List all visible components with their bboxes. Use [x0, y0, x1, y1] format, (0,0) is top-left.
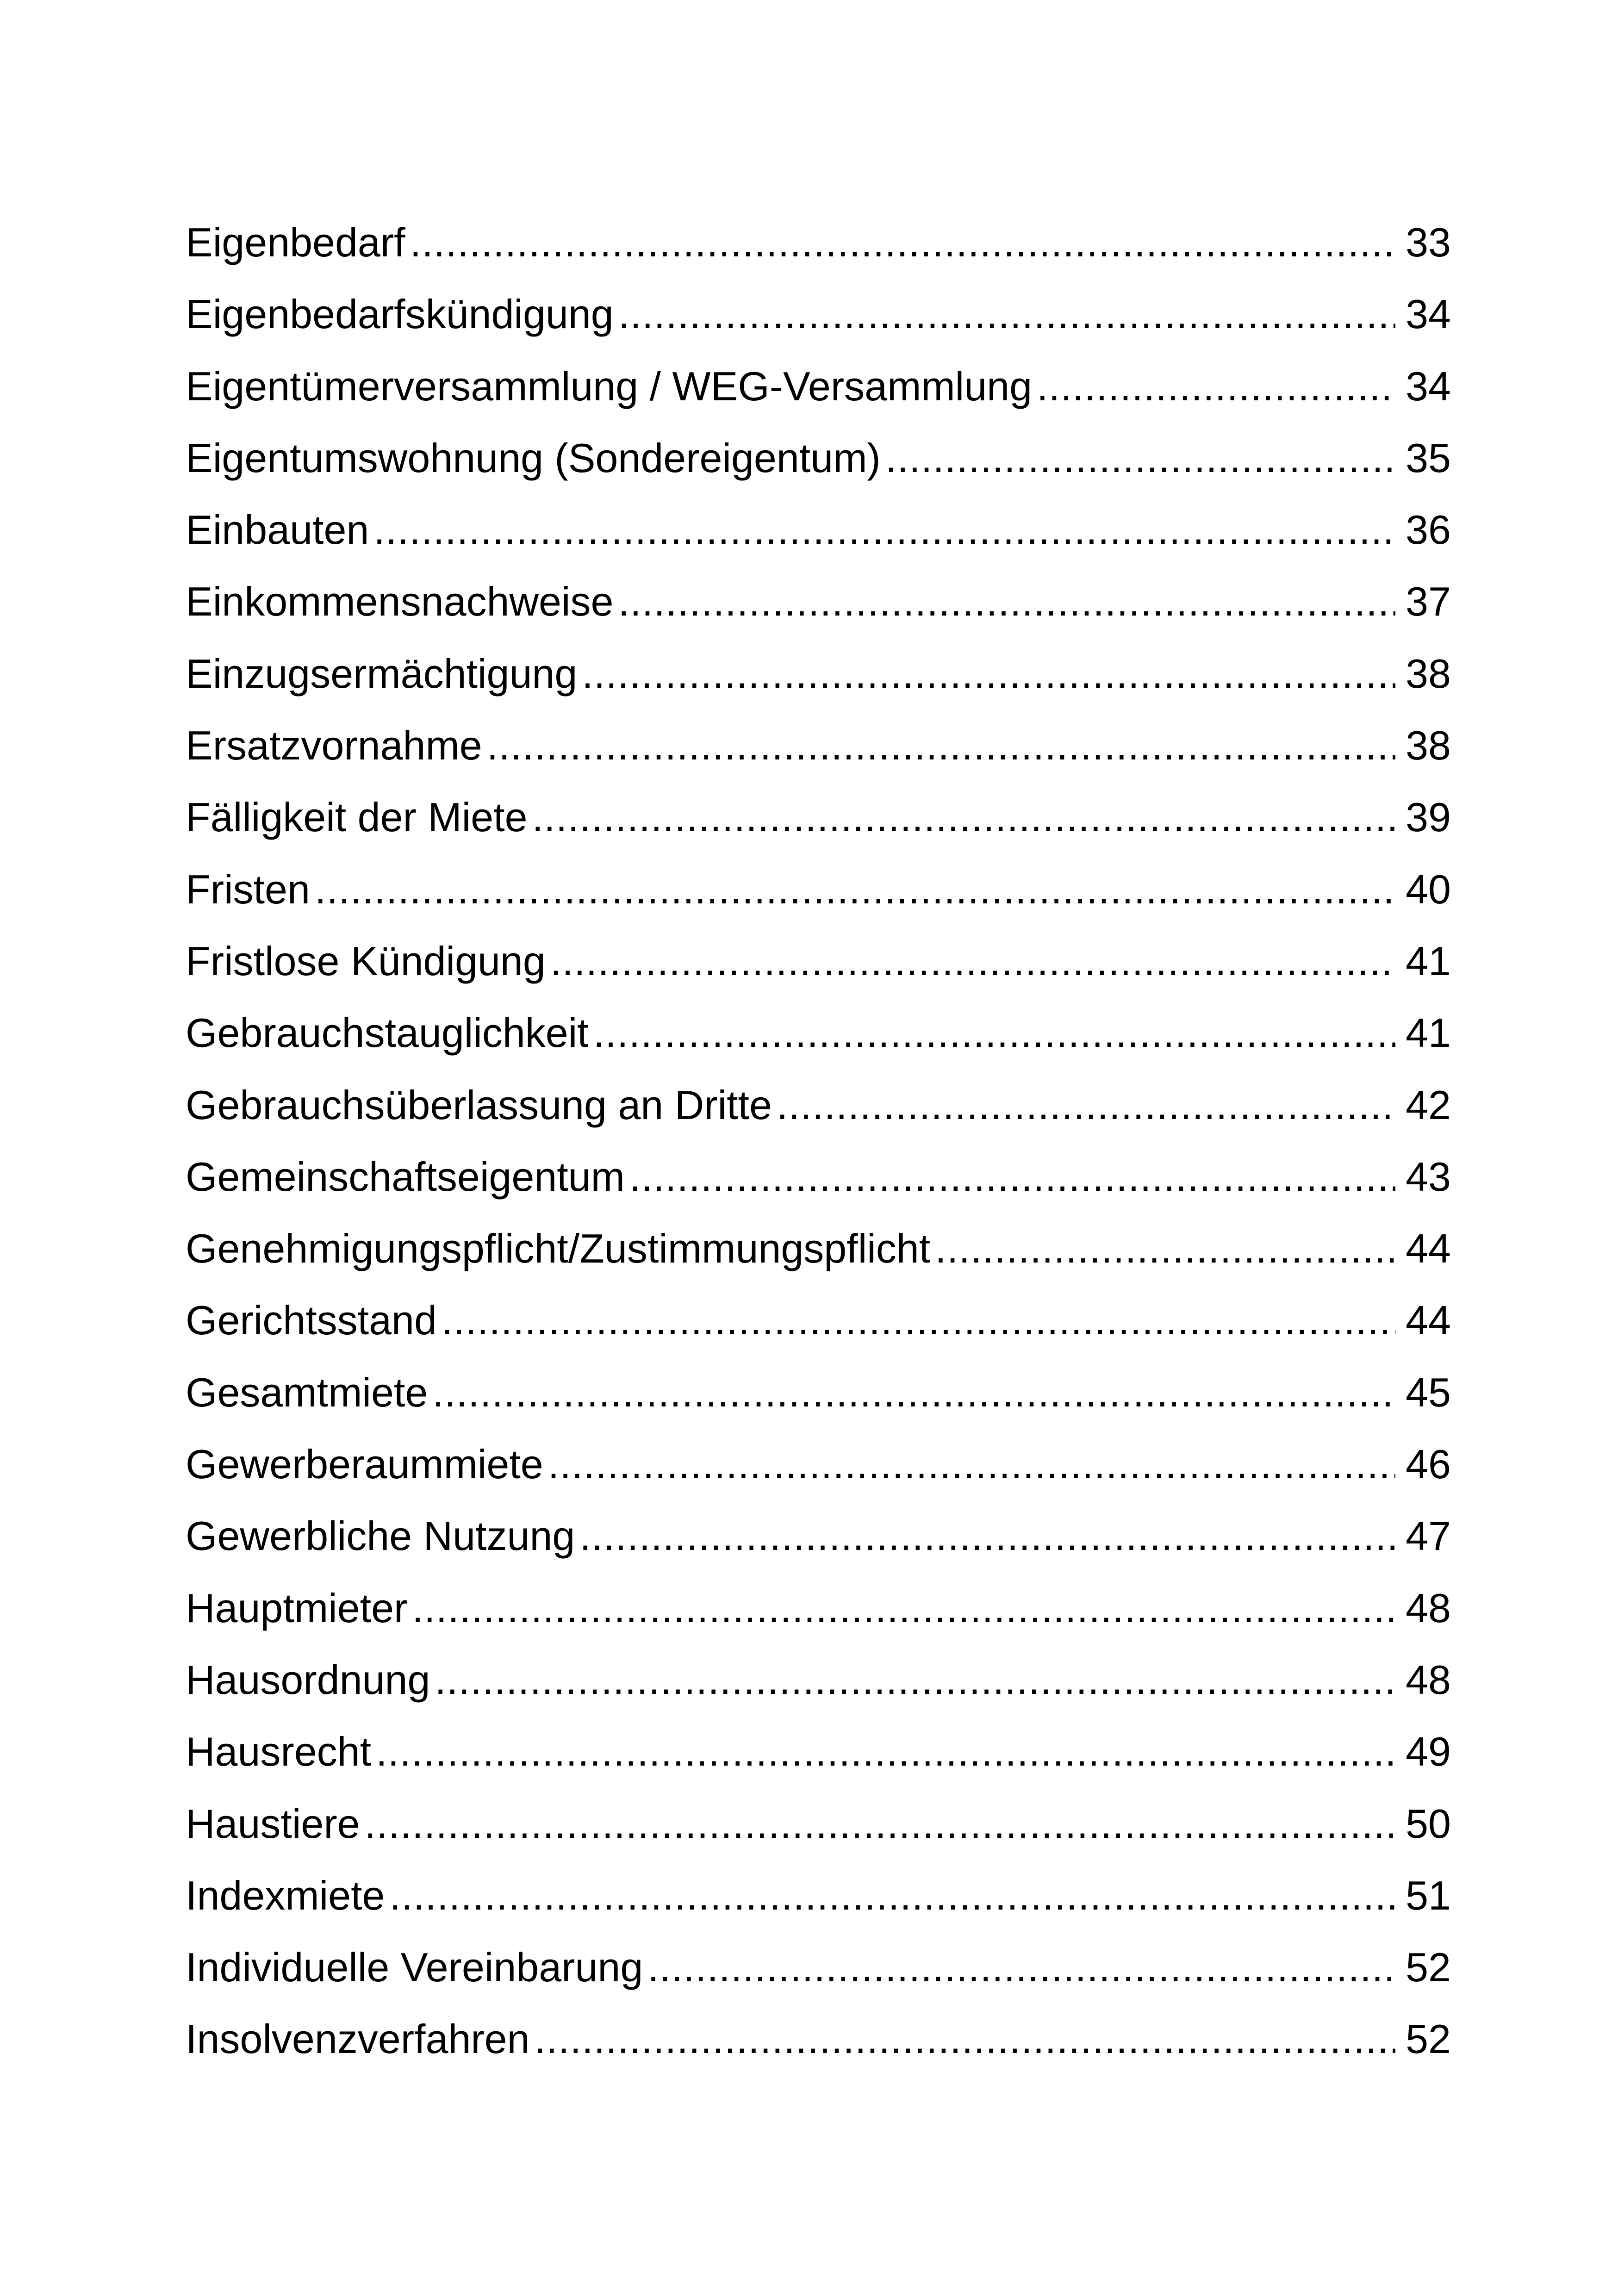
- toc-entry-title: Hausordnung: [186, 1656, 430, 1703]
- toc-entry-title: Eigentumswohnung (Sondereigentum): [186, 435, 881, 481]
- toc-entry-title: Ersatzvornahme: [186, 722, 482, 769]
- toc-entry-page: 52: [1406, 2016, 1451, 2062]
- toc-entry[interactable]: [186, 1356, 1451, 1428]
- toc-entry-page: 48: [1406, 1585, 1451, 1631]
- toc-entry-page: 44: [1406, 1297, 1451, 1344]
- toc-entry-title: Gesamtmiete: [186, 1369, 428, 1415]
- toc-entry-title: Fristen: [186, 866, 310, 912]
- toc-entry-title: Einzugsermächtigung: [186, 650, 578, 697]
- toc-entry[interactable]: [186, 1428, 1451, 1500]
- dot-leader: [548, 1428, 1395, 1500]
- toc-entry-page: 41: [1406, 1010, 1451, 1056]
- toc-entry[interactable]: [186, 2003, 1451, 2075]
- dot-leader: [315, 853, 1395, 925]
- toc-entry[interactable]: [186, 206, 1451, 278]
- toc-entry-page: 47: [1406, 1513, 1451, 1559]
- dot-leader: [376, 1716, 1395, 1787]
- toc-entry[interactable]: [186, 566, 1451, 637]
- toc-entry-page: 39: [1406, 794, 1451, 840]
- dot-leader: [435, 1644, 1395, 1716]
- toc-entry-title: Individuelle Vereinbarung: [186, 1944, 643, 1991]
- dot-leader: [410, 206, 1395, 278]
- toc-entry-title: Eigentümerversammlung / WEG-Versammlung: [186, 363, 1033, 409]
- toc-entry-page: 43: [1406, 1153, 1451, 1200]
- dot-leader: [885, 422, 1395, 494]
- dot-leader: [579, 1500, 1395, 1572]
- dot-leader: [373, 494, 1395, 566]
- dot-leader: [618, 566, 1395, 637]
- dot-leader: [1037, 350, 1395, 422]
- dot-leader: [550, 925, 1395, 997]
- dot-leader: [365, 1788, 1395, 1860]
- dot-leader: [535, 2003, 1395, 2075]
- toc-entry[interactable]: [186, 422, 1451, 494]
- toc-entry-title: Eigenbedarf: [186, 219, 405, 265]
- toc-entry[interactable]: [186, 350, 1451, 422]
- dot-leader: [647, 1931, 1395, 2003]
- toc-entry-title: Eigenbedarfskündigung: [186, 291, 614, 337]
- dot-leader: [412, 1572, 1395, 1644]
- toc-entry-page: 41: [1406, 938, 1451, 984]
- toc-entry-title: Genehmigungspflicht/Zustimmungspflicht: [186, 1226, 931, 1272]
- toc-entry-page: 36: [1406, 507, 1451, 553]
- toc-entry-page: 38: [1406, 722, 1451, 769]
- toc-entry-title: Gebrauchstauglichkeit: [186, 1010, 589, 1056]
- toc-entry[interactable]: [186, 1644, 1451, 1716]
- toc-entry-title: Indexmiete: [186, 1872, 385, 1918]
- toc-entry-title: Gemeinschaftseigentum: [186, 1153, 625, 1200]
- toc-entry-page: 52: [1406, 1944, 1451, 1991]
- toc-entry[interactable]: [186, 925, 1451, 997]
- toc-entry-page: 44: [1406, 1226, 1451, 1272]
- toc-entry-page: 35: [1406, 435, 1451, 481]
- toc-entry-page: 37: [1406, 579, 1451, 625]
- toc-entry[interactable]: [186, 1284, 1451, 1356]
- toc-entry-title: Haustiere: [186, 1800, 360, 1847]
- table-of-contents: [186, 206, 1451, 2075]
- dot-leader: [618, 278, 1395, 350]
- toc-entry[interactable]: [186, 638, 1451, 709]
- dot-leader: [487, 709, 1395, 781]
- toc-entry-title: Hausrecht: [186, 1729, 372, 1775]
- toc-entry[interactable]: [186, 1141, 1451, 1213]
- toc-entry[interactable]: [186, 278, 1451, 350]
- toc-entry-title: Gewerberaummiete: [186, 1441, 543, 1487]
- toc-entry[interactable]: [186, 853, 1451, 925]
- toc-entry[interactable]: [186, 781, 1451, 853]
- toc-entry-title: Einbauten: [186, 507, 369, 553]
- toc-entry-page: 33: [1406, 219, 1451, 265]
- dot-leader: [442, 1284, 1395, 1356]
- toc-entry-title: Gerichtsstand: [186, 1297, 437, 1344]
- toc-entry[interactable]: [186, 1788, 1451, 1860]
- dot-leader: [593, 997, 1395, 1069]
- dot-leader: [629, 1141, 1395, 1213]
- toc-entry[interactable]: [186, 494, 1451, 566]
- toc-entry[interactable]: [186, 1069, 1451, 1141]
- toc-entry-page: 50: [1406, 1800, 1451, 1847]
- toc-entry[interactable]: [186, 1931, 1451, 2003]
- dot-leader: [432, 1356, 1395, 1428]
- toc-entry-title: Fristlose Kündigung: [186, 938, 546, 984]
- toc-entry[interactable]: [186, 1716, 1451, 1787]
- dot-leader: [532, 781, 1395, 853]
- dot-leader: [582, 638, 1395, 709]
- toc-entry-title: Gebrauchsüberlassung an Dritte: [186, 1082, 772, 1128]
- toc-entry-title: Einkommensnachweise: [186, 579, 614, 625]
- toc-entry[interactable]: [186, 1572, 1451, 1644]
- toc-entry[interactable]: [186, 997, 1451, 1069]
- toc-entry-page: 42: [1406, 1082, 1451, 1128]
- toc-entry-title: Fälligkeit der Miete: [186, 794, 528, 840]
- dot-leader: [935, 1213, 1395, 1284]
- toc-entry-page: 48: [1406, 1656, 1451, 1703]
- toc-entry[interactable]: [186, 1213, 1451, 1284]
- dot-leader: [389, 1860, 1395, 1931]
- toc-entry-title: Gewerbliche Nutzung: [186, 1513, 575, 1559]
- toc-entry-page: 49: [1406, 1729, 1451, 1775]
- toc-entry-title: Insolvenzverfahren: [186, 2016, 530, 2062]
- toc-entry-page: 34: [1406, 291, 1451, 337]
- toc-entry[interactable]: [186, 709, 1451, 781]
- dot-leader: [777, 1069, 1395, 1141]
- toc-entry-title: Hauptmieter: [186, 1585, 408, 1631]
- toc-entry-page: 45: [1406, 1369, 1451, 1415]
- toc-entry-page: 51: [1406, 1872, 1451, 1918]
- toc-entry-page: 38: [1406, 650, 1451, 697]
- toc-entry-page: 40: [1406, 866, 1451, 912]
- toc-entry-page: 46: [1406, 1441, 1451, 1487]
- toc-entry[interactable]: [186, 1860, 1451, 1931]
- toc-entry-page: 34: [1406, 363, 1451, 409]
- toc-entry[interactable]: [186, 1500, 1451, 1572]
